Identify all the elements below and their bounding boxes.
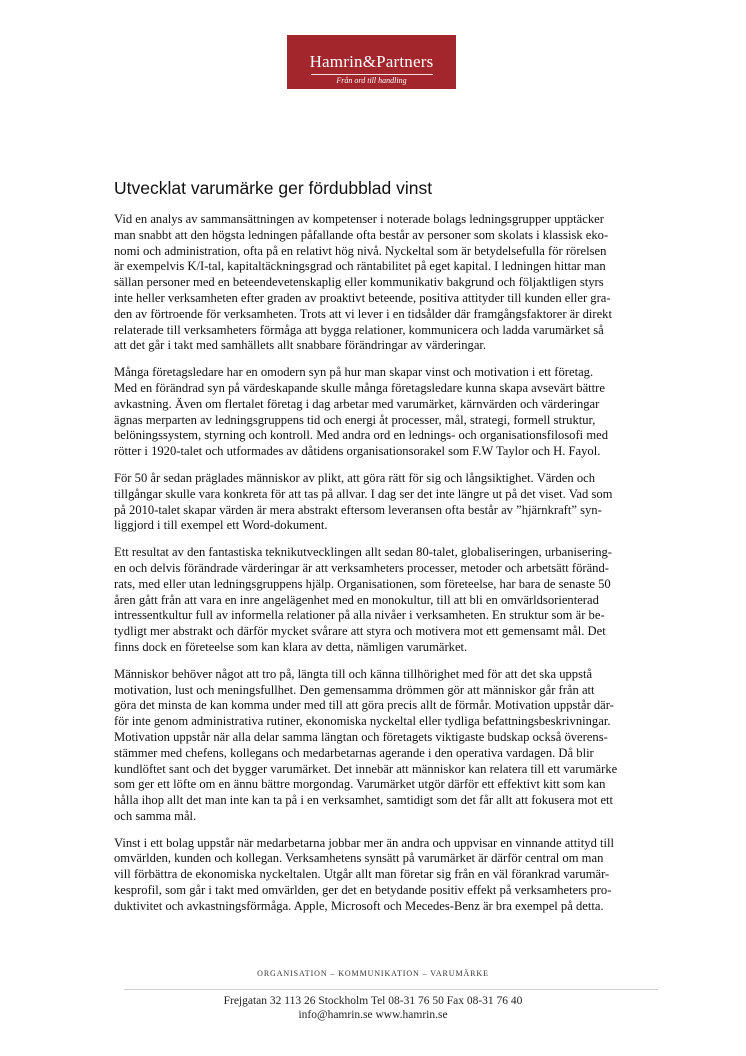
paragraph-line: Vinst i ett bolag uppstår när medarbetarna jobbar mer än andra och uppvisar en vinnande attityd till: [114, 835, 615, 850]
paragraph-line: ägnas merparten av ledningsgruppens tid och energi åt processer, mål, strategi, formell struktur,: [114, 412, 596, 427]
article-body: [114, 212, 638, 926]
paragraph-line: och samma mål.: [114, 808, 197, 823]
paragraph-line: Många företagsledare har en omodern syn på hur man skapar vinst och motivation i ett företag.: [114, 365, 594, 380]
paragraph-line: sällan personer med en beteendevetenskaplig eller kommunikativ bakgrund och följaktligen styrs: [114, 275, 604, 290]
article-title: Utvecklat varumärke ger fördubblad vinst: [114, 178, 433, 198]
paragraph-line: vill förbättra de ekonomiska nyckeltalen. Utgår allt man företar sig från en väl förankrad varumär-: [114, 867, 610, 882]
paragraph-line: hålla ihop allt det man inte kan ta på i en verksamhet, samtidigt som det får allt att fokusera mot ett: [114, 793, 614, 808]
paragraph-line: rötter i 1920-talet och utformades av dåtidens organisationsorakel som F.W Taylor och H. Fayol.: [114, 444, 601, 459]
paragraph-line: den av förtroende för verksamheten. Trots att vi lever i en tidsålder där framgångsfaktorer är direkt: [114, 306, 612, 321]
footer-contact-block: [0, 994, 746, 1022]
paragraph-line: Vid en analys av sammansättningen av kompetenser i noterade bolags ledningsgrupper upptäcker: [114, 212, 604, 226]
article-paragraph: [114, 836, 638, 915]
footer-tagline: ORGANISATION – KOMMUNIKATION – VARUMÄRKE: [257, 969, 489, 978]
paragraph-line: Ett resultat av den fantastiska teknikutvecklingen allt sedan 80-talet, globaliseringen, urbanisering-: [114, 545, 613, 560]
paragraph-line: belöningssystem, styrning och kontroll. Med andra ord en lednings- och organisationsfilosofi med: [114, 428, 608, 443]
paragraph-line: för inte genom administrativa rutiner, ekonomiska nyckeltal eller tydliga befattningsbeskrivningar.: [114, 714, 611, 729]
footer-divider: [124, 989, 658, 990]
logo-brand: Hamrin&Partners: [309, 52, 434, 71]
paragraph-line: att det går i takt med samhällets allt snabbare förändringar av värderingar.: [114, 338, 487, 353]
paragraph-line: inte heller verksamheten efter graden av proaktivt beteende, positiva attityder till kunden eller gra-: [114, 290, 611, 305]
paragraph-line: Med en förändrad syn på värdeskapande skulle många företagsledare kunna skapa avsevärt bättre: [114, 380, 605, 395]
article-paragraph: [114, 667, 638, 825]
article-paragraph: [114, 471, 638, 534]
paragraph-line: åren gått från att vara en inre angelägenhet med en monokultur, till att bli en omvärldsorienterad: [114, 592, 599, 607]
paragraph-line: liggjord i till exempel ett Word-dokument.: [114, 518, 328, 533]
paragraph-line: För 50 år sedan präglades människor av plikt, att göra rätt för sig och långsiktighet. Värden och: [114, 470, 596, 485]
logo-divider: [311, 74, 433, 75]
paragraph-line: göra det minsta de kan komma under med till att göra precis allt de förmår. Motivation uppstår där-: [114, 698, 614, 713]
paragraph-line: stämmer med chefens, kollegans och medarbetarnas agerande i den operativa vardagen. Då blir: [114, 745, 594, 760]
paragraph-line: avkastning. Även om flertalet företag i dag arbetar med varumärket, kärnvärden och värderingar: [114, 396, 600, 411]
article-paragraph: [114, 212, 638, 354]
paragraph-line: en och delvis förändrade värderingar är att verksamheters processer, metoder och arbetsätt föränd-: [114, 560, 609, 575]
footer-address: Frejgatan 32 113 26 Stockholm Tel 08-31 76 50 Fax 08-31 76 40: [223, 995, 523, 1007]
paragraph-line: Människor behöver något att tro på, längta till och känna tillhörighet med för att det ska uppstå: [114, 666, 593, 681]
paragraph-line: omvärlden, kunden och kollegan. Verksamhetens synsätt på varumärket är därför central om man: [114, 851, 604, 866]
paragraph-line: motivation, lust och meningsfullhet. Den gemensamma drömmen gör att människor går från att: [114, 682, 595, 697]
company-logo: [287, 35, 456, 89]
paragraph-line: finns dock en företeelse som kan klara av detta, nämligen varumärket.: [114, 639, 468, 654]
paragraph-line: som ger ett löfte om en ännu bättre morgondag. Varumärket utgör därför ett effektivt kitt som kan: [114, 777, 606, 792]
paragraph-line: relaterade till verksamheters förmåga att bygga relationer, kommunicera och ladda varumärket så: [114, 322, 604, 337]
paragraph-line: duktivitet och avkastningsförmåga. Apple, Microsoft och Mecedes-Benz är bra exempel på detta.: [114, 898, 604, 913]
paragraph-line: nomi och administration, ofta på en relativt hög nivå. Nyckeltal som är betydelsefulla för rörelsen: [114, 243, 607, 258]
article-paragraph: [114, 545, 638, 656]
paragraph-line: kesprofil, som går i takt med omvärlden, ger det en betydande positiv effekt på verksamheters pro-: [114, 883, 612, 898]
paragraph-line: man snabbt att den högsta ledningen påfallande ofta består av personer som skolats i klassisk eko-: [114, 227, 609, 242]
paragraph-line: tillgångar skulle vara konkreta för att tas på allvar. I dag ser det inte längre ut på det viset. Vad som: [114, 486, 613, 501]
paragraph-line: rats, med eller utan ledningsgruppens hjälp. Organisationen, som företeelse, har bara de senaste 50: [114, 576, 611, 591]
paragraph-line: tydligt mer abstrakt och därför mycket svårare att styra och motivera mot ett gemensamt mål. Det: [114, 624, 606, 639]
footer-web: info@hamrin.se www.hamrin.se: [298, 1009, 448, 1021]
logo-tagline: Från ord till handling: [336, 76, 407, 85]
paragraph-line: Motivation uppstår när alla delar samma längtan och företagets viktigaste budskap också överens-: [114, 729, 608, 744]
paragraph-line: intressentkultur full av informella relationer på alla nivåer i verksamheten. En struktur som är be-: [114, 608, 605, 623]
paragraph-line: på 2010-talet skapar värden är mera abstrakt eftersom leveransen ofta består av ”hjärnkraft” syn-: [114, 502, 602, 517]
paragraph-line: kundlöftet sant och det bygger varumärket. Det innebär att människor kan relatera till ett varumärke: [114, 761, 618, 776]
paragraph-line: är exempelvis K/I-tal, kapitaltäckningsgrad och räntabilitet på eget kapital. I ledningen hittar man: [114, 259, 606, 274]
article-paragraph: [114, 365, 638, 460]
